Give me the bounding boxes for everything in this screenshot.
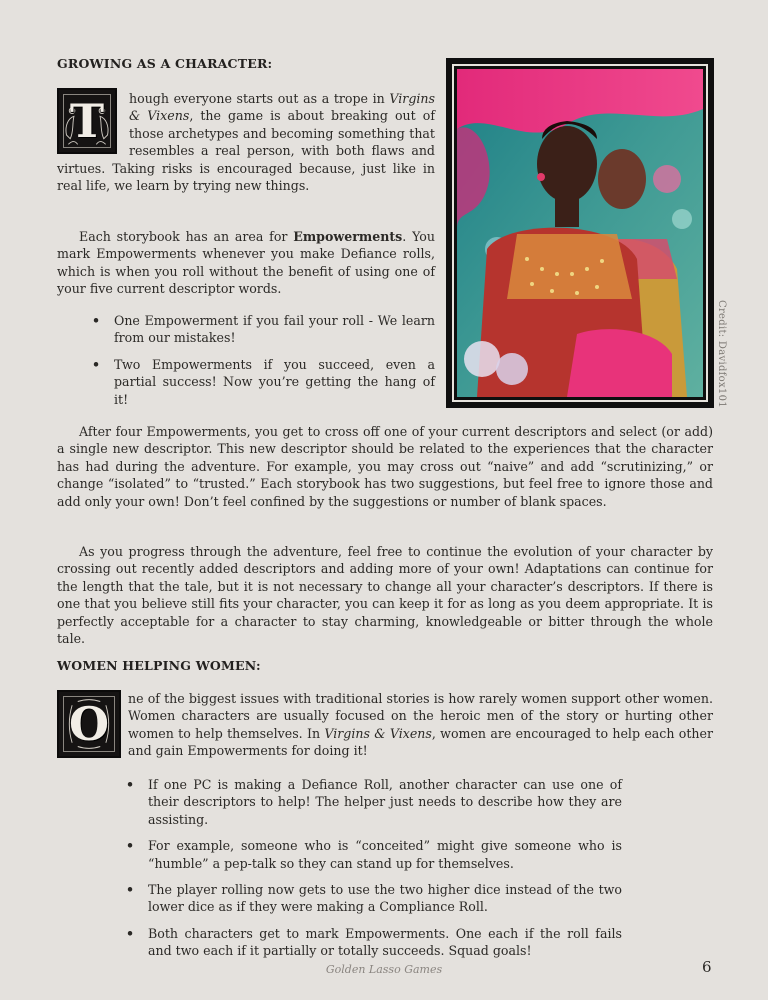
dropcap-letter: O: [68, 697, 110, 751]
descriptor-paragraph: After four Empowerments, you get to cross off one of your current descriptors and select (or add) a single new descriptor. This new descriptor should be related to the experiences that the character has had during the adventure. For example, you may cross out “naive” and add “scrutinizing,” or change “isolated” to “trusted.” Each storybook has two suggestions, but feel free to ignore those and add only your own! Don’t feel confined by the suggestions or number of blank spaces.: [57, 424, 713, 509]
section-heading-growing: GROWING AS A CHARACTER:: [57, 56, 273, 71]
section-heading-women: WOMEN HELPING WOMEN:: [57, 658, 261, 673]
portrait-two-women-image: [457, 69, 703, 397]
bullet-icon: •: [126, 777, 135, 792]
list-item-text: Both characters get to mark Empowerments. One each if the roll fails and two each if it partially or totally succeeds. Squad goals!: [148, 925, 622, 959]
list-item: [122, 881, 622, 916]
dropcap-o-ornament: [57, 690, 121, 758]
bullet-icon: •: [92, 313, 101, 328]
list-item-text: For example, someone who is “conceited” might give someone who is “humble” a pep-talk so they can stand up for themselves.: [148, 838, 622, 871]
dropcap-letter: T: [69, 94, 105, 148]
bullet-icon: •: [92, 356, 101, 372]
helping-list: [122, 776, 622, 969]
bullet-icon: •: [126, 838, 135, 854]
list-item-text: One Empowerment if you fail your roll - We learn from our mistakes!: [114, 313, 435, 346]
footer-brand: Golden Lasso Games: [325, 963, 443, 976]
para2-text-end: . You mark Empowerments whenever you make Defiance rolls, which is when you roll without the benefit of using one of your five current descriptor words.: [57, 229, 436, 297]
list-item-text: The player rolling now gets to use the two higher dice instead of the two lower dice as if they were making a Compliance Roll.: [148, 882, 622, 915]
women-intro-start: ne of the biggest issues with traditional stories is how rarely women support other women. Women characters are usually focused on the heroic men of the story or hurting other women to help themselves. In: [128, 691, 713, 741]
intro-text-start: hough everyone starts out as a trope in: [129, 91, 390, 106]
list-item: [88, 312, 435, 347]
list-item-text: If one PC is making a Defiance Roll, another character can use one of their descriptors to help! The helper just needs to describe how they are assisting.: [148, 777, 622, 827]
empowerments-term: Empowerments: [293, 229, 403, 244]
list-item: [122, 837, 622, 872]
game-title: Virgins & Vixens: [324, 725, 432, 741]
image-credit: Credit: Davidfox101: [716, 300, 727, 408]
page-number: 6: [702, 958, 712, 976]
para2-text-start: Each storybook has an area for: [79, 229, 294, 244]
empowerments-paragraph: [57, 228, 435, 298]
list-item: [122, 925, 622, 960]
evolution-paragraph: As you progress through the adventure, feel free to continue the evolution of your character by crossing out recently added descriptors and adding more of your own! Adaptations can continue for the length that the tale, but it is not necessary to change all your character’s descriptors. If there is one that you believe still fits your character, you can keep it for as long as you deem appropriate. It is perfectly acceptable for a character to stay charming, knowledgeable or bitter through the whole tale.: [57, 544, 713, 647]
intro-text-end: , the game is about breaking out of those archetypes and becoming something that resembles a real person, with both flaws and virtues. Taking risks is encouraged because, just like in real life, we learn by trying new things.: [57, 108, 435, 194]
women-intro-end: , women are encouraged to help each other and gain Empowerments for doing it!: [128, 725, 713, 759]
intro-paragraph: [57, 90, 435, 194]
women-intro-paragraph: [128, 690, 713, 760]
bullet-icon: •: [126, 925, 135, 941]
bullet-icon: •: [126, 882, 135, 898]
list-item: [88, 356, 435, 408]
empowerment-list: [88, 312, 435, 417]
character-illustration: [446, 58, 714, 408]
list-item: [122, 776, 622, 828]
game-title: Virgins & Vixens: [129, 91, 435, 124]
list-item-text: Two Empowerments if you succeed, even a partial success! Now you’re getting the hang of it!: [114, 356, 435, 407]
